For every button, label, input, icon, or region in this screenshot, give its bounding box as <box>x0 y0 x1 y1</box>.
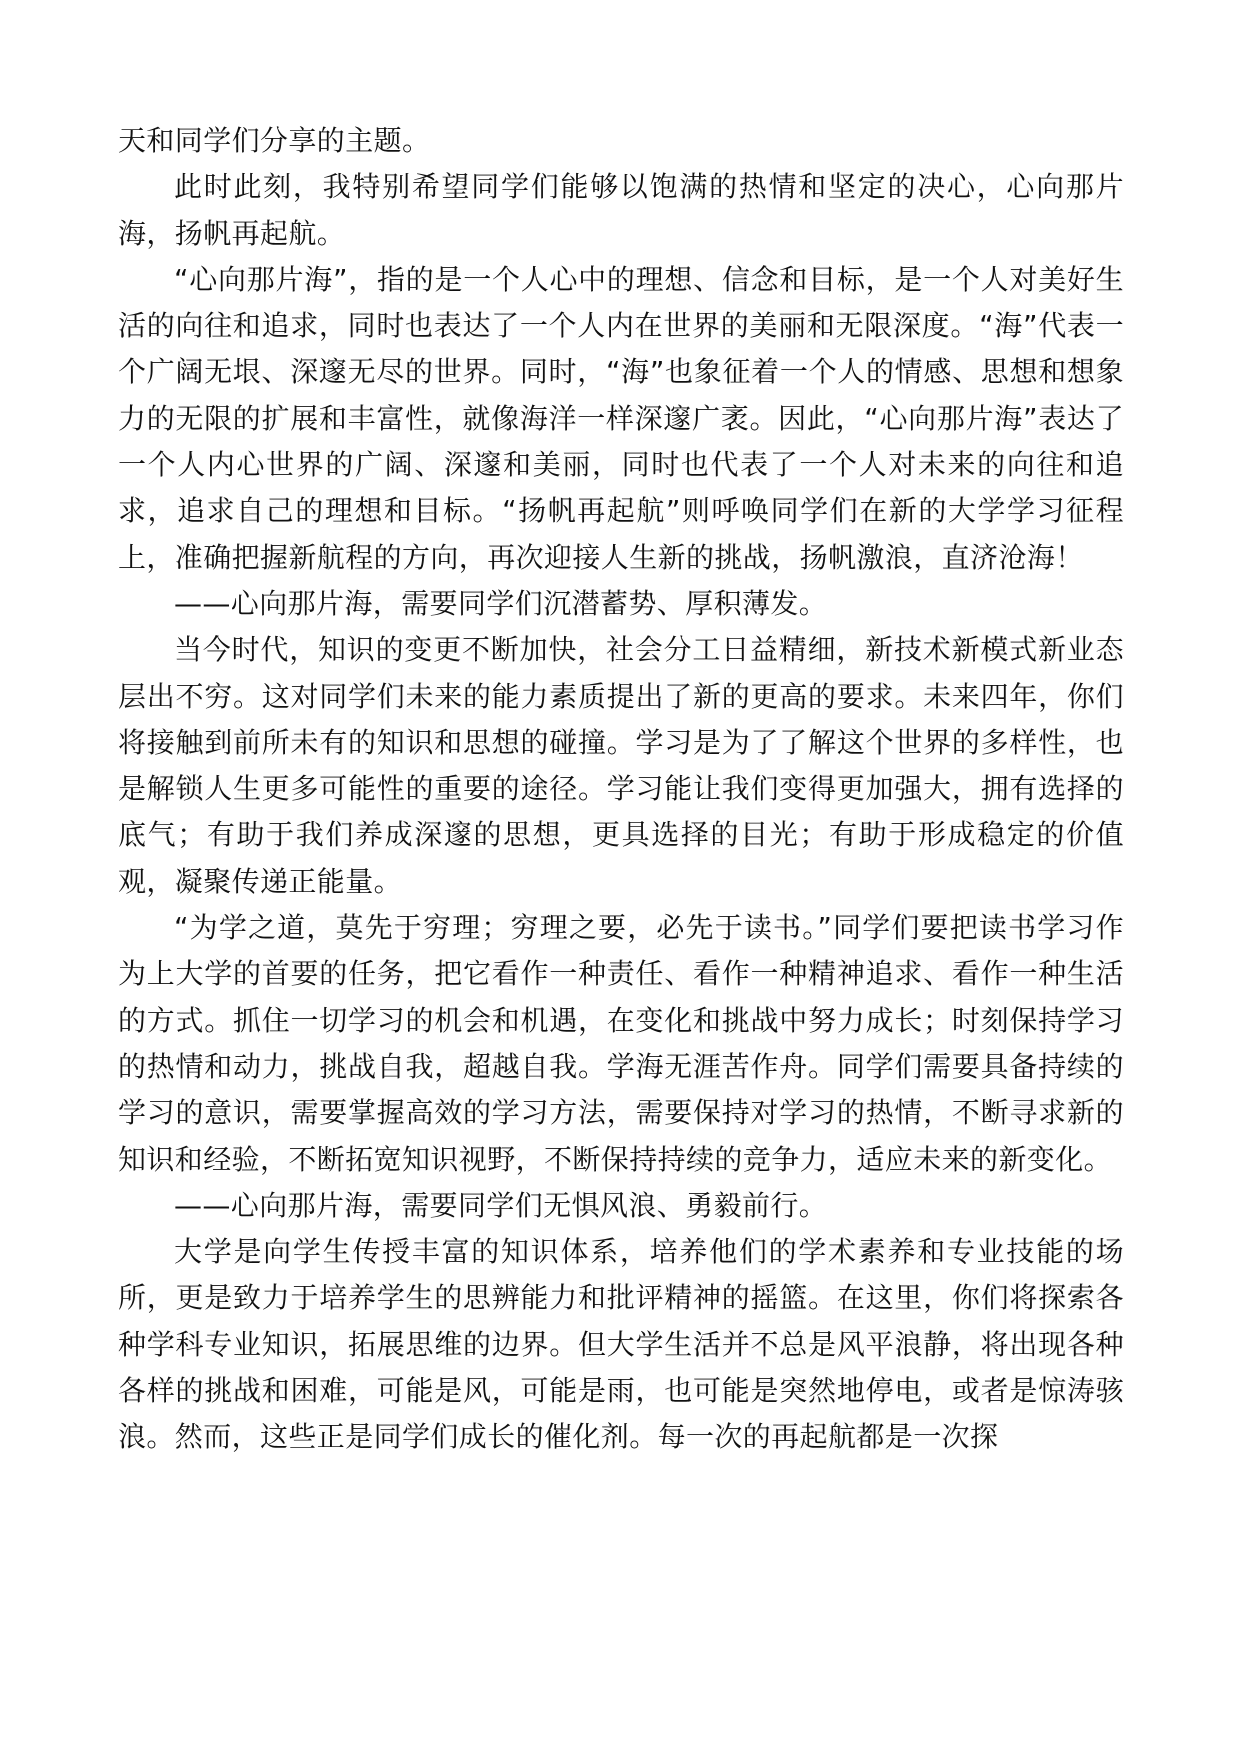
paragraph-reading-study: “为学之道，莫先于穷理；穷理之要，必先于读书。”同学们要把读书学习作为上大学的首要的任务，把它看作一种责任、看作一种精神追求、看作一种生活的方式。抓住一切学习的机会和机遇，在变化和挑战中努力成长；时刻保持学习的热情和动力，挑战自我，超越自我。学海无涯苦作舟。同学们需要具备持续的学习的意识，需要掌握高效的学习方法，需要保持对学习的热情，不断寻求新的知识和经验，不断拓宽知识视野，不断保持持续的竞争力，适应未来的新变化。 <box>118 911 1124 1176</box>
paragraph-knowledge-era: 当今时代，知识的变更不断加快，社会分工日益精细，新技术新模式新业态层出不穷。这对同学们未来的能力素质提出了新的更高的要求。未来四年，你们将接触到前所未有的知识和思想的碰撞。学习是为了了解这个世界的多样性，也是解锁人生更多可能性的重要的途径。学习能让我们变得更加强大，拥有选择的底气；有助于我们养成深邃的思想，更具选择的目光；有助于形成稳定的价值观，凝聚传递正能量。 <box>118 633 1124 898</box>
paragraph-wish: 此时此刻，我特别希望同学们能够以饱满的热情和坚定的决心，心向那片海，扬帆再起航。 <box>118 170 1124 250</box>
paragraph-sea-meaning: “心向那片海”，指的是一个人心中的理想、信念和目标，是一个人对美好生活的向往和追求，同时也表达了一个人内在世界的美丽和无限深度。“海”代表一个广阔无垠、深邃无尽的世界。同时，“海”也象征着一个人的情感、思想和想象力的无限的扩展和丰富性，就像海洋一样深邃广袤。因此，“心向那片海”表达了一个人内心世界的广阔、深邃和美丽，同时也代表了一个人对未来的向往和追求，追求自己的理想和目标。“扬帆再起航”则呼唤同学们在新的大学学习征程上，准确把握新航程的方向，再次迎接人生新的挑战，扬帆激浪，直济沧海！ <box>118 262 1124 574</box>
document-body <box>118 118 1124 1461</box>
paragraph-university-challenges: 大学是向学生传授丰富的知识体系，培养他们的学术素养和专业技能的场所，更是致力于培养学生的思辨能力和批评精神的摇篮。在这里，你们将探索各种学科专业知识，拓展思维的边界。但大学生活并不总是风平浪静，将出现各种各样的挑战和困难，可能是风，可能是雨，也可能是突然地停电，或者是惊涛骇浪。然而，这些正是同学们成长的催化剂。每一次的再起航都是一次探 <box>118 1235 1124 1454</box>
paragraph-topic-continuation: 天和同学们分享的主题。 <box>118 124 431 157</box>
section-heading-accumulate: ——心向那片海，需要同学们沉潜蓄势、厚积薄发。 <box>174 586 828 620</box>
section-heading-fearless: ——心向那片海，需要同学们无惧风浪、勇毅前行。 <box>174 1188 828 1222</box>
